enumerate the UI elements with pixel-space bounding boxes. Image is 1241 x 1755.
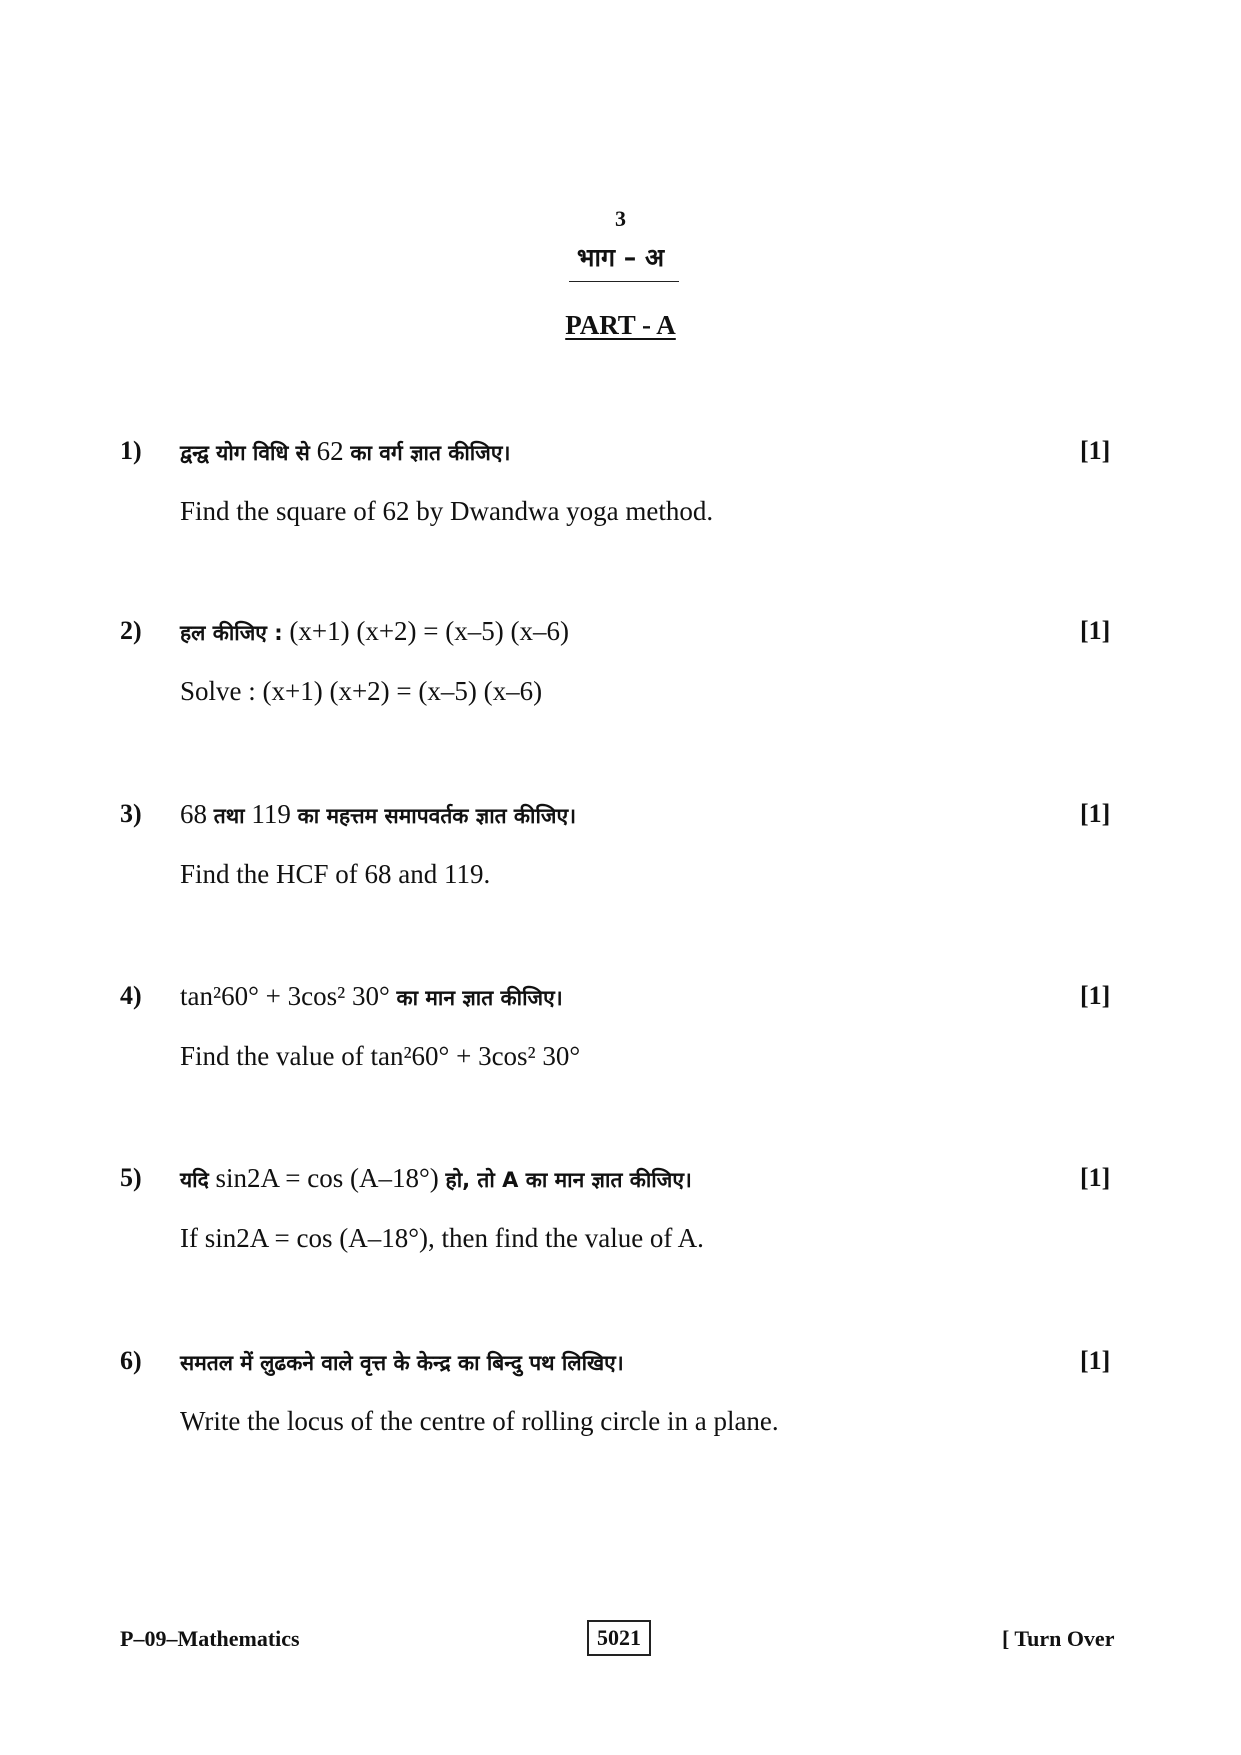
question-english-text: Find the value of tan²60° + 3cos² 30° — [180, 1041, 581, 1071]
question-marks: [1] — [1080, 799, 1111, 828]
part-title-hindi: भाग – अ — [576, 243, 665, 272]
paper-code: P–09–Mathematics — [120, 1626, 300, 1651]
question-number: 2) — [120, 616, 142, 645]
part-title-english: PART - A — [565, 310, 676, 340]
question-marks: [1] — [1080, 616, 1111, 645]
question-english-text: Find the HCF of 68 and 119. — [180, 859, 491, 889]
exam-code-box: 5021 — [587, 1620, 651, 1656]
question-hindi-text: यदि sin2A = cos (A–18°) हो, तो A का मान ज्ञात कीजिए। — [180, 1163, 692, 1193]
question-number: 3) — [120, 799, 142, 828]
question-marks: [1] — [1080, 436, 1111, 465]
question-english-text: Write the locus of the centre of rolling circle in a plane. — [180, 1406, 779, 1436]
question-number: 5) — [120, 1163, 142, 1192]
question-marks: [1] — [1080, 1163, 1111, 1192]
question-4 — [0, 981, 1241, 1101]
question-1 — [0, 436, 1241, 556]
question-marks: [1] — [1080, 1346, 1111, 1375]
question-english-text: If sin2A = cos (A–18°), then find the value of A. — [180, 1223, 704, 1253]
page-number: 3 — [615, 206, 626, 231]
page-footer — [0, 1620, 1241, 1660]
question-hindi-text: समतल में लुढकने वाले वृत्त के केन्द्र का बिन्दु पथ लिखिए। — [180, 1351, 624, 1375]
question-marks: [1] — [1080, 981, 1111, 1010]
question-5 — [0, 1163, 1241, 1283]
question-hindi-text: द्वन्द्व योग विधि से 62 का वर्ग ज्ञात कीजिए। — [180, 436, 511, 466]
question-number: 6) — [120, 1346, 142, 1375]
question-hindi-text: tan²60° + 3cos² 30° का मान ज्ञात कीजिए। — [180, 981, 563, 1011]
question-2 — [0, 616, 1241, 736]
question-number: 1) — [120, 436, 142, 465]
question-6 — [0, 1346, 1241, 1466]
question-number: 4) — [120, 981, 142, 1010]
part-title-rule — [569, 281, 679, 282]
question-hindi-text: हल कीजिए : (x+1) (x+2) = (x–5) (x–6) — [180, 616, 569, 646]
question-hindi-text: 68 तथा 119 का महत्तम समापवर्तक ज्ञात कीजिए। — [180, 799, 577, 829]
question-3 — [0, 799, 1241, 919]
question-english-text: Solve : (x+1) (x+2) = (x–5) (x–6) — [180, 676, 543, 706]
question-english-text: Find the square of 62 by Dwandwa yoga method. — [180, 496, 714, 526]
turn-over-label: [ Turn Over — [1002, 1626, 1115, 1651]
